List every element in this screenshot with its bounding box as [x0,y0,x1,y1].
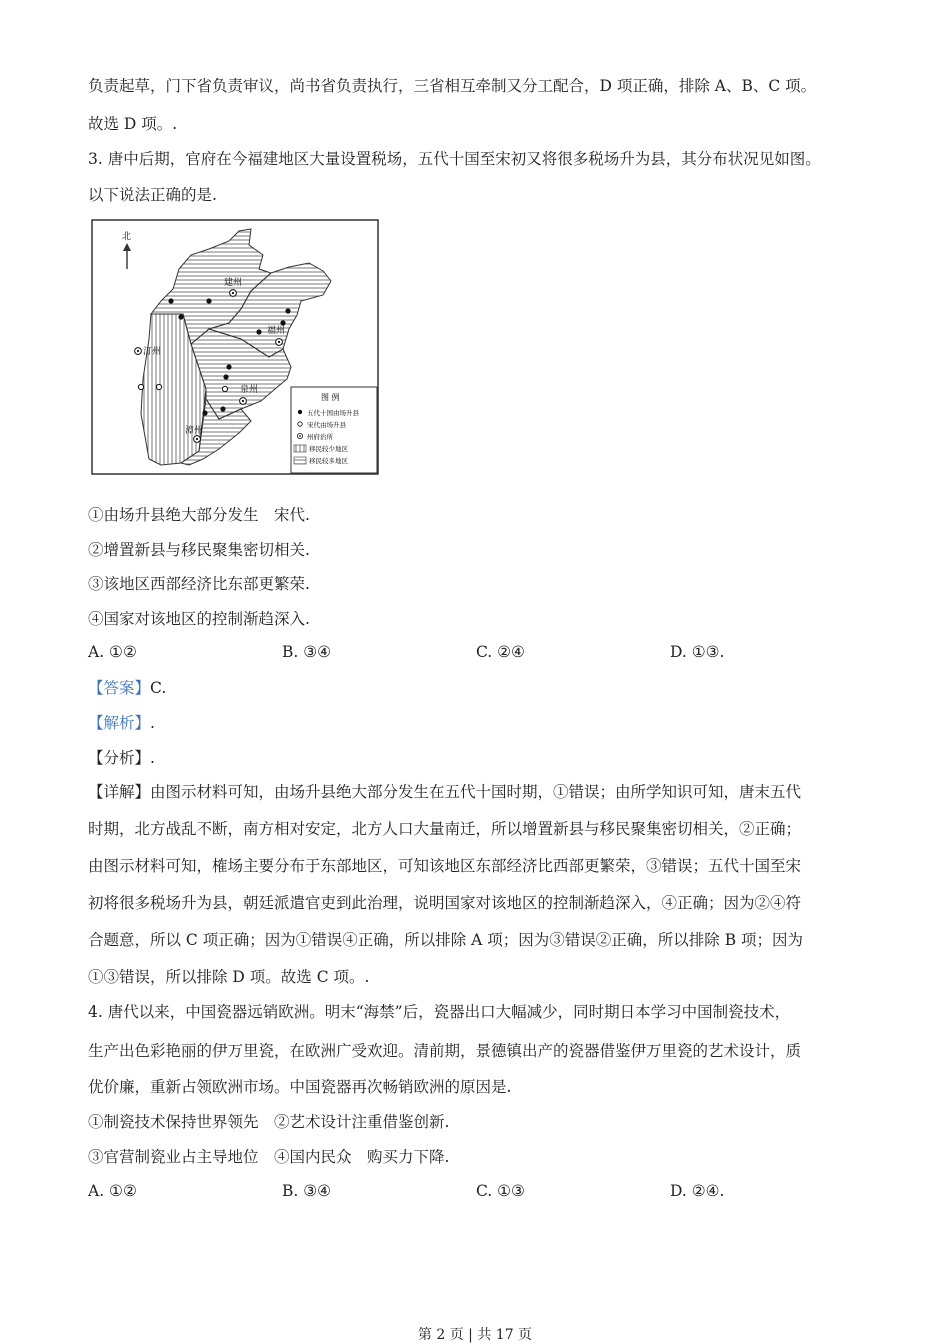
legend-item: 州府治所 [307,433,333,441]
fenxi-line: 【分析】. [88,749,155,767]
option-d: D. ①③. [670,643,725,661]
option-a: A. ①② [88,643,137,661]
question-4-stem: 4. 唐代以来，中国瓷器远销欧洲。明末“海禁”后，瓷器出口大幅减少，同时期日本学习中国制瓷技术， [88,1003,791,1021]
analysis-tail: . [150,714,155,732]
map-legend [291,387,377,473]
statement: ②增置新县与移民聚集密切相关. [88,541,310,559]
statement: ③官营制瓷业占主导地位 ④国内民众 购买力下降. [88,1148,450,1166]
question-3-stem: 以下说法正确的是. [88,186,217,204]
detail-line: 【详解】由图示材料可知，由场升县绝大部分发生在五代十国时期，①错误；由所学知识可知，唐末五代 [88,783,802,801]
place-label-tingzhou: 汀州 [143,347,162,357]
legend-item: 宋代由场升县 [307,421,346,429]
option-d: D. ②④. [670,1182,725,1200]
paragraph-line: 故选 D 项。. [88,115,178,133]
answer-label: 【答案】 [88,679,151,697]
place-label-zhangzhou: 漳州 [185,426,204,436]
place-label-quanzhou: 泉州 [240,385,259,395]
statement: ①由场升县绝大部分发生 宋代. [88,506,310,524]
paragraph-line: 负责起草，门下省负责审议，尚书省负责执行，三省相互牵制又分工配合，D 项正确，排除 A、B、C 项。 [88,77,817,95]
statement: ③该地区西部经济比东部更繁荣. [88,575,310,593]
detail-line: 时期，北方战乱不断，南方相对安定，北方人口大量南迁，所以增置新县与移民聚集密切相关，②正确； [88,820,802,838]
detail-line: 初将很多税场升为县，朝廷派遣官吏到此治理，说明国家对该地区的控制渐趋深入，④正确；因为②④符 [88,894,802,912]
legend-title: 图 例 [321,393,340,402]
option-c: C. ①③ [476,1182,525,1200]
north-label: 北 [122,232,132,242]
legend-item: 移民较少地区 [309,445,348,453]
option-a: A. ①② [88,1182,137,1200]
place-label-jianzhou: 建州 [224,278,243,288]
legend-item: 移民较多地区 [309,457,348,465]
option-b: B. ③④ [282,643,332,661]
question-3-stem: 3. 唐中后期，官府在今福建地区大量设置税场，五代十国至宋初又将很多税场升为县，其分布状况见如图。 [88,150,821,168]
page-footer: 第 2 页 | 共 17 页 [417,1327,533,1343]
analysis-label: 【解析】 [88,714,151,732]
question-4-stem: 生产出色彩艳丽的伊万里瓷，在欧洲广受欢迎。清前期，景德镇出产的瓷器借鉴伊万里瓷的艺术设计，质 [88,1042,802,1060]
legend-item: 五代十国由场升县 [307,409,359,417]
fujian-map [91,219,379,475]
detail-line: 由图示材料可知，榷场主要分布于东部地区，可知该地区东部经济比西部更繁荣，③错误；五代十国至宋 [88,857,802,875]
place-label-fuzhou: 福州 [267,326,286,336]
detail-line: ①③错误，所以排除 D 项。故选 C 项。. [88,968,370,986]
detail-line: 合题意，所以 C 项正确；因为①错误④正确，所以排除 A 项；因为③错误②正确，所以排除 B 项；因为 [88,931,804,949]
option-b: B. ③④ [282,1182,332,1200]
analysis-line [88,713,155,733]
statement: ④国家对该地区的控制渐趋深入. [88,610,310,628]
question-4-stem: 优价廉，重新占领欧洲市场。中国瓷器再次畅销欧洲的原因是. [88,1078,512,1096]
answer-value: C. [150,679,167,697]
answer-line [88,678,166,698]
statement: ①制瓷技术保持世界领先 ②艺术设计注重借鉴创新. [88,1113,450,1131]
option-c: C. ②④ [476,643,525,661]
